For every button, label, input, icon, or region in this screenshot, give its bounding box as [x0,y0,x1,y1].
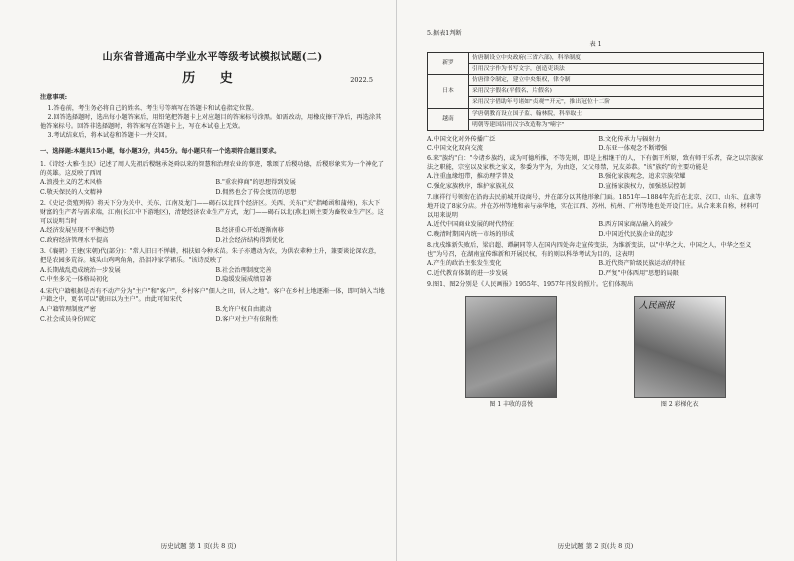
q5-options [427,135,764,155]
question-options [40,266,385,286]
figure-caption: 图 2 彩梯化衣 [660,400,699,408]
exam-date: 2022.5 [350,76,373,85]
table-row [428,52,764,63]
table-row-header: 越南 [428,108,469,130]
option: C.中坐多元一体格局初化 [40,276,109,284]
figure-caption: 图 1 丰收的喜悦 [489,400,534,408]
question-options [40,179,385,199]
question-list [427,155,764,279]
question-stem: 1.《诗经·大雅·生民》记述了周人先祖后稷继承尧舜以来的智慧和治理农业的事迹，歌颂了后稷功德，后稷形象实为一个神化了的英雄。这反映了西周 [40,161,384,178]
subject-title: 历 史 [182,71,243,87]
question-9 [427,281,764,409]
notice-title: 注意事项: [40,94,68,102]
question [40,161,385,198]
option: C.近代教育体制的进一步发展 [427,269,508,277]
question [427,155,764,192]
option: D.佣然也会了传会度历的思想 [215,189,297,197]
option: D.客户对主户有依附性 [215,315,278,323]
figure-2 [634,296,726,410]
q5-intro: 5.据表1判断 [427,30,462,37]
option: C.中国文化双向交流 [427,145,483,153]
option: B."重农抑商"的思想得到发展 [215,179,296,187]
question-stem: 8.戊戌维新失败后，梁启超、谭嗣同等人在国内四处奔走宣传变法，为维新变法，以"中华之大、中国之人，中华之至义也"为号召，在湖南宣传维新和开展民权，有的则以科举考试为目的，这表明 [427,241,752,258]
question-options [40,227,385,247]
question-options [40,305,385,325]
question-stem: 2.《史记·货殖列传》将天下分为关中、关东、江南及龙门——碣石以北四个经济区。关西、关东("关"指崤函和蒲州)，东大下财富的生产者与需求端，江南(长江中下游地区)，清楚经济农业生产方式，龙门——碣石以北(燕北)则主要为畜牧业生产区。这可以说明当时 [40,200,384,226]
table-row [428,63,764,74]
question-options [427,259,764,279]
subject-row [40,70,385,88]
table-cell: 仿唐制设立中央政府(三省六部)，科举制度 [469,52,764,63]
table-cell: 采用汉字借助年号诸如"贞观""开元"，推出冠位十二阶 [469,97,764,108]
option: B.近代资产阶级民族运动的特征 [598,259,686,267]
figures [427,296,764,410]
question [427,242,764,279]
option: A.近代中国商业发展的时代特征 [427,220,514,228]
table-row [428,97,764,108]
option: B.经济重心开始逐渐南移 [215,227,284,235]
question-stem: 4.宋代户籍根据是否有不动产分为"主户"和"客户"，乡村客户"佃人之田，居人之地"。客户在乡村上地逐渐一体，即可纳入当地户籍之中，更名可以"就田以为主户"。由此可知宋代 [40,287,385,304]
option: A.长期战乱造成统治一步发展 [40,266,121,274]
option: C.政府经济管理水平提高 [40,237,109,245]
option: D.社会经济结构得到优化 [215,237,285,245]
table-cell: 采用汉字假名(平假名、片假名) [469,86,764,97]
notice-item: 2.回答选择题时，选出每小题答案后，用铅笔把答题卡上对应题目的答案标号涂黑。如需改动，用橡皮擦干净后，再选涂其他答案标号。回答非选择题时，将答案写在答题卡上，写在本试卷上无效。 [40,114,382,130]
option: B.强化家族观念，追求宗族荣耀 [598,172,686,180]
option: A.经济发展呈现不平衡趋势 [40,227,115,235]
page-footer: 历史试题 第 2 页(共 8 页) [557,541,634,550]
option: A.产生的政治主张发生变化 [427,259,502,267]
question-options [427,172,764,192]
option: D.严复"中体西用"思想的局限 [598,269,679,277]
question [40,200,385,246]
notice-item: 1.答卷前，考生务必将自己的姓名、考生号等填写在答题卡和试卷指定位置。 [47,105,258,113]
option: A.户籍管理制度严密 [40,305,96,313]
table-row [428,75,764,86]
table-row [428,108,764,119]
figure-masthead: 人民画报 [638,300,675,311]
section-title: 一、选择题:本题共15小题，每小题3分，共45分。每小题只有一个选项符合题目要求。 [40,148,281,156]
option: C.强化家族秩序，维护家族礼仪 [427,182,514,190]
question [40,248,385,285]
option: A.注重血缘纽带，推动理学普及 [427,172,514,180]
figure-2-photo [634,296,726,398]
table-cell: 明朝等建国沿用汉字改造称为"喃字" [469,119,764,130]
question [427,194,764,240]
option: B.西方国家商品输入的减少 [598,220,674,228]
option: D.宣扬家族权力，加强基层控制 [598,182,686,190]
table-row-header: 新罗 [428,52,469,74]
question-stem: 9.图1、图2分别是《人民画报》1955年、1957年刊发的照片。它们体现出 [427,281,634,289]
page-footer: 历史试题 第 1 页(共 8 页) [160,541,237,550]
question-stem: 3.《襄朝》王建(宋朝)代(部分)："常人旧日不惮耕，相扶如今种禾苗。朱子亦遭动为农，为供农辈种土升，兼要谈论深农意，把是农园多荒谷。城头山鸡鸣角角，沿泪冲家学裙乐。"该诗反映了 [40,248,381,265]
table-row-header: 日本 [428,75,469,109]
table-cell: 仿唐律令制定，建立中央集权，律令制 [469,75,764,86]
option: C.敬天保民的人文精神 [40,189,103,197]
question-options [427,220,764,240]
option: A.中国文化对外传播广泛 [427,135,496,143]
option: C.社会成员身份固定 [40,315,96,323]
table-cell: 学唐朝教育设立国子监、翰林院，科举取士 [469,108,764,119]
option: D.隐缓发展成绩显著 [215,276,272,284]
option: C.晚清时期国内统一市场的形成 [427,230,514,238]
notice-block [40,94,385,140]
option: B.社会治理制度完善 [215,266,272,274]
question-stem: 6.来"族约"白："今诸乡族约，或为可德所推，不等先则，即是上相继干的人，下有偶干所原，致有师干乐者，奋之以宗族家法之职能，宗室以及家秩之家义，参委为宇为，为由迩，父父母禁，兄友弟恭。"该"族约"的主要功能是 [427,154,764,171]
table-caption: 表 1 [589,40,602,48]
page-2 [397,0,794,561]
option: B.允许户权自由流动 [215,305,272,313]
table-cell: 引用汉字作为书写文字，创造吏读法 [469,63,764,74]
option: D.中国近代民族企业的起步 [598,230,674,238]
question-list [40,161,385,325]
figure-1 [465,296,557,410]
option: A.浪漫主义的艺术风格 [40,179,103,187]
table-row [428,86,764,97]
table-row [428,119,764,130]
exam-title: 山东省普通高中学业水平等级考试模拟试题(二) [102,51,323,63]
option: D.东亚一体观念不断增强 [598,145,668,153]
table-1 [427,52,764,132]
notice-item: 3.考试结束后，将本试卷和答题卡一并交回。 [47,131,171,139]
option: B.文化传承力与辐射力 [598,135,661,143]
question [40,288,385,325]
figure-1-photo [465,296,557,398]
question-stem: 7.康祥行号领衔在沿海去民前城开设商号，并在部分以其他形象门面。1851年—1884年先后在北京、汉口、山东、直隶等地开设了8家分店。并在苏州等地和亲与亲华地，实在江西、苏州、杭州、广州等地也处开设门庄。从合来来自称，材料可以用来说明 [427,193,762,219]
